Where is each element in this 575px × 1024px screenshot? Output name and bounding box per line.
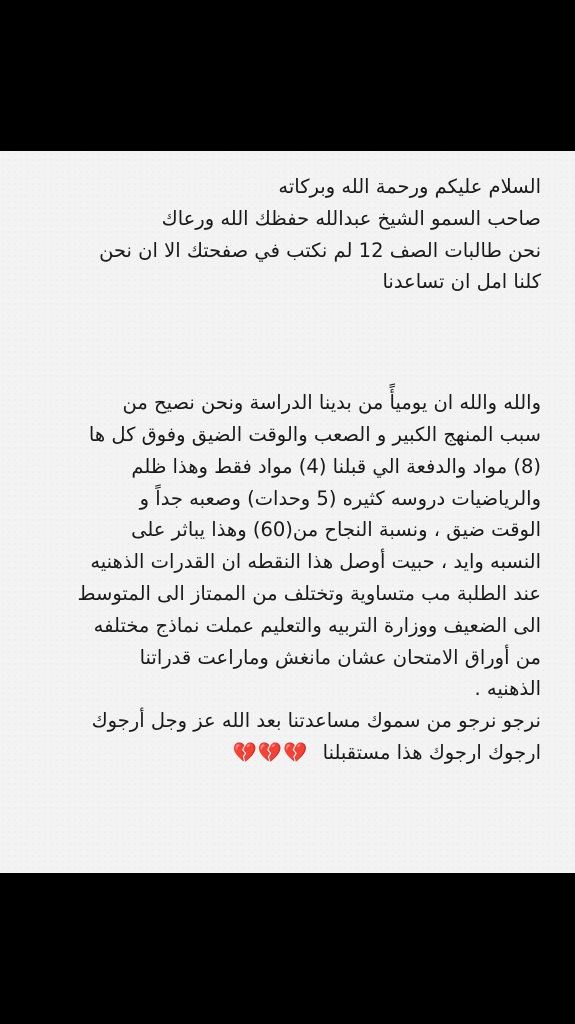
closing-line xyxy=(30,737,541,769)
body-line: والله والله ان يوميأً من بدينا الدراسة ونحن نصيح من xyxy=(122,391,541,415)
body-line: الوقت ضيق ، ونسبة النجاح من(60) وهذا يباثر على xyxy=(131,518,541,542)
body-line: والرياضيات دروسه كثيره (5 وحدات) وصعبه جداً و xyxy=(139,486,541,510)
greeting-paragraph xyxy=(30,171,541,298)
greeting-line: نحن طالبات الصف 12 لم نكتب في صفحتك الا ان نحن xyxy=(99,238,541,262)
note-paper xyxy=(0,151,575,873)
broken-heart-icon: 💔💔💔 xyxy=(232,740,309,764)
body-line: الذهنيه . xyxy=(474,677,541,701)
body-line: سبب المنهج الكبير و الصعب والوقت الضيق وفوق كل ها xyxy=(88,422,541,446)
body-line: (8) مواد والدفعة الي قبلنا (4) مواد فقط وهذا ظلم xyxy=(131,454,541,478)
body-line: عند الطلبة مب متساوية وتختلف من الممتاز الى المتوسط xyxy=(77,581,541,605)
greeting-line: صاحب السمو الشيخ عبدالله حفظك الله ورعاك xyxy=(161,206,541,230)
closing-text: ارجوك ارجوك هذا مستقبلنا xyxy=(322,740,541,764)
body-line: الى الضعيف ووزارة التربيه والتعليم عملت نماذج مختلفه xyxy=(93,613,541,637)
body-line: من أوراق الامتحان عشان مانغش وماراعت قدراتنا xyxy=(139,645,541,669)
body-line: النسبه وايد ، حبيت أوصل هذا النقطه ان القدرات الذهنيه xyxy=(90,550,541,574)
body-line: نرجو نرجو من سموك مساعدتنا بعد الله عز وجل أرجوك xyxy=(91,709,541,733)
body-paragraph xyxy=(30,387,541,769)
greeting-line: السلام عليكم ورحمة الله وبركاته xyxy=(278,175,541,198)
greeting-line: كلنا امل ان تساعدنا xyxy=(382,270,541,294)
